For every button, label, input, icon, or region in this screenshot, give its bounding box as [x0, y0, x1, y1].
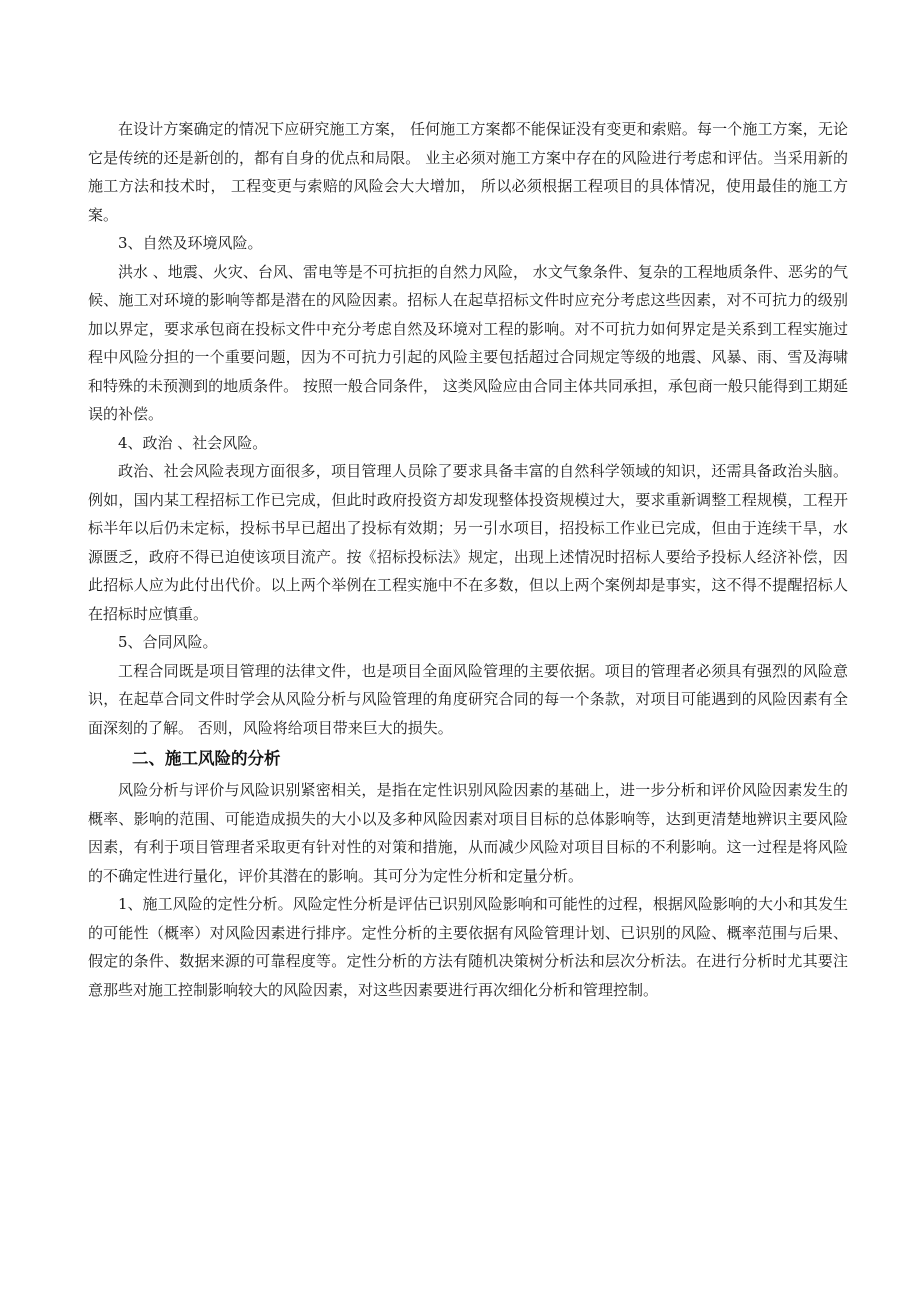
paragraph-risk-analysis: 风险分析与评价与风险识别紧密相关，是指在定性识别风险因素的基础上，进一步分析和评价风险因素发生的概率、影响的范围、可能造成损失的大小以及多种风险因素对项目目标的总体影响等，达到更清楚地辨识主要风险因素，有利于项目管理者采取更有针对性的对策和措施，从而减少风险对项目目标的不利影响。这一过程是将风险的不确定性进行量化，评价其潜在的影响。其可分为定性分析和定量分析。	[88, 781, 848, 885]
paragraph-qualitative-analysis: 1、施工风险的定性分析。风险定性分析是评估已识别风险影响和可能性的过程，根据风险影响的大小和其发生的可能性（概率）对风险因素进行排序。定性分析的主要依据有风险管理计划、已识别的风险、概率范围与后果、假定的条件、数据来源的可靠程度等。定性分析的方法有随机决策树分析法和层次分析法。在进行分析时尤其要注意那些对施工控制影响较大的风险因素，对这些因素要进行再次细化分析和管理控制。	[88, 895, 848, 999]
section-heading: 二、施工风险的分析	[132, 749, 281, 768]
item-contract-risk: 5、合同风险。	[118, 633, 218, 651]
item-natural-environment-risk: 3、自然及环境风险。	[118, 234, 263, 252]
paragraph-natural-environment-risk: 洪水 、地震、火灾、台风、雷电等是不可抗拒的自然力风险， 水文气象条件、复杂的工程地质条件、恶劣的气候、施工对环境的影响等都是潜在的风险因素。招标人在起草招标文件时应充分考虑这些因素，对不可抗力的级别加以界定，要求承包商在投标文件中充分考虑自然及环境对工程的影响。对不可抗力如何界定是关系到工程实施过程中风险分担的一个重要问题，因为不可抗力引起的风险主要包括超过合同规定等级的地震、风暴、雨、雪及海啸和特殊的未预测到的地质条件。 按照一般合同条件， 这类风险应由合同主体共同承担，承包商一般只能得到工期延误的补偿。	[88, 262, 848, 423]
document-body	[88, 115, 848, 1004]
paragraph-construction-plan: 在设计方案确定的情况下应研究施工方案， 任何施工方案都不能保证没有变更和索赔。每一个施工方案，无论它是传统的还是新创的，都有自身的优点和局限。 业主必须对施工方案中存在的风险进行考虑和评估。当采用新的施工方法和技术时， 工程变更与索赔的风险会大大增加， 所以必须根据工程项目的具体情况，使用最佳的施工方案。	[88, 120, 848, 224]
paragraph-contract-risk: 工程合同既是项目管理的法律文件，也是项目全面风险管理的主要依据。项目的管理者必须具有强烈的风险意识，在起草合同文件时学会从风险分析与风险管理的角度研究合同的每一个条款，对项目可能遇到的风险因素有全面深刻的了解。 否则，风险将给项目带来巨大的损失。	[88, 661, 848, 737]
item-political-social-risk: 4、政治 、社会风险。	[118, 433, 268, 452]
paragraph-political-social-risk: 政治、社会风险表现方面很多，项目管理人员除了要求具备丰富的自然科学领域的知识，还需具备政治头脑。例如，国内某工程招标工作已完成，但此时政府投资方却发现整体投资规模过大，要求重新调整工程规模，工程开标半年以后仍未定标，投标书早已超出了投标有效期；另一引水项目，招投标工作业已完成，但由于连续干旱，水源匮乏，政府不得已迫使该项目流产。按《招标投标法》规定，出现上述情况时招标人要给予投标人经济补偿，因此招标人应为此付出代价。以上两个举例在工程实施中不在多数，但以上两个案例却是事实，这不得不提醒招标人在招标时应慎重。	[88, 462, 848, 623]
